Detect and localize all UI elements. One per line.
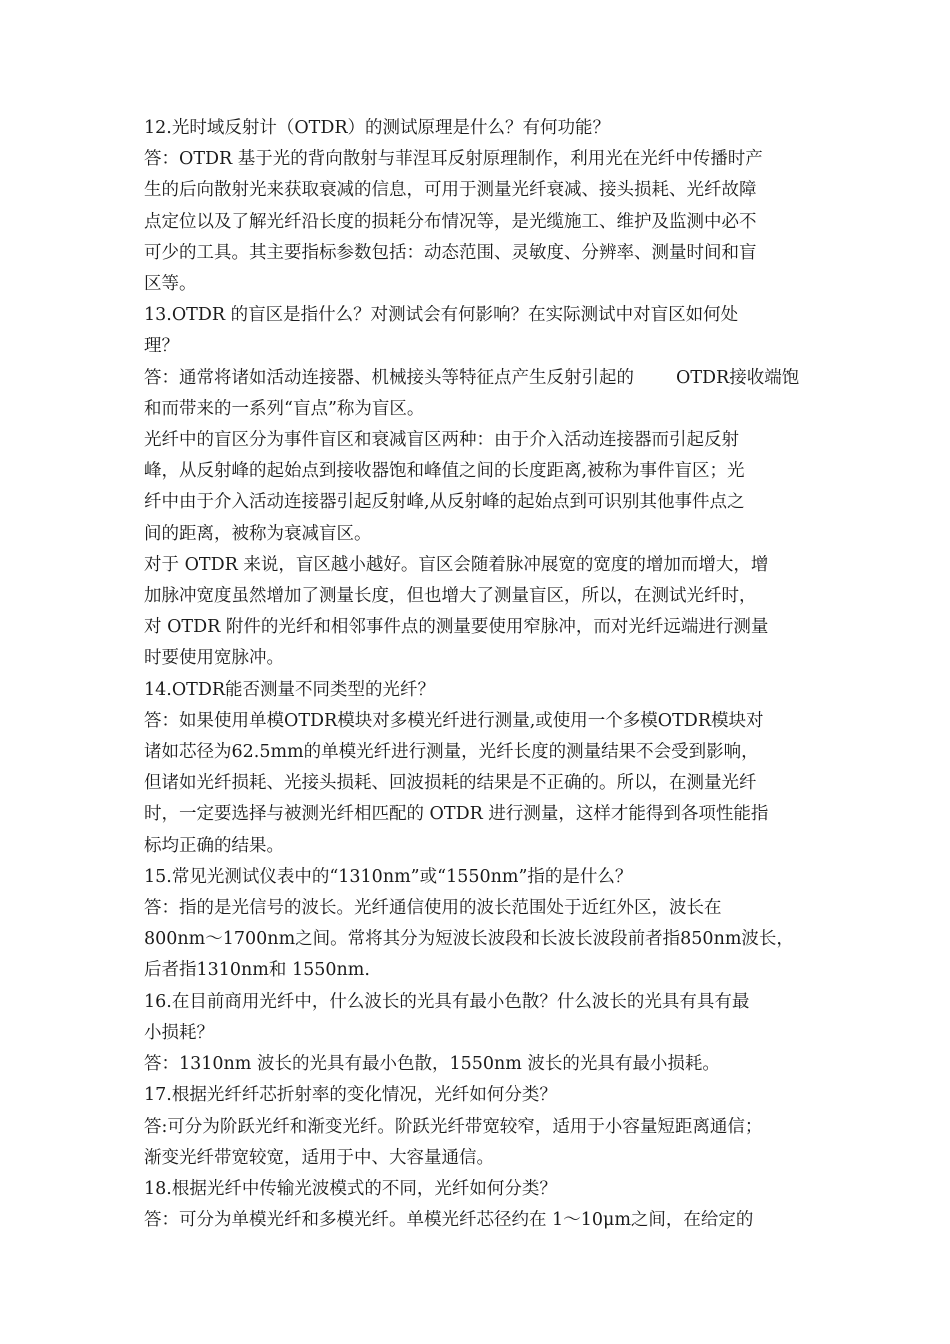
text-line-content: 和而带来的一系列“盲点”称为盲区。 bbox=[144, 398, 425, 419]
text-line bbox=[144, 955, 824, 986]
text-line-content: 答：通常将诸如活动连接器、机械接头等特征点产生反射引起的 bbox=[144, 367, 634, 388]
text-line-content: 13.OTDR 的盲区是指什么？对测试会有何影响？在实际测试中对盲区如何处 bbox=[144, 305, 739, 326]
text-line-content: 标均正确的结果。 bbox=[144, 835, 284, 856]
text-line-content: 12.光时域反射计（OTDR）的测试原理是什么？有何功能？ bbox=[144, 118, 611, 138]
text-line-content: 点定位以及了解光纤沿长度的损耗分布情况等，是光缆施工、维护及监测中必不 bbox=[144, 211, 757, 232]
text-line bbox=[144, 175, 824, 206]
text-line bbox=[144, 550, 824, 581]
text-line-content: 诸如芯径为62.5mm的单模光纤进行测量，光纤长度的测量结果不会受到影响， bbox=[144, 742, 759, 763]
text-line bbox=[144, 331, 824, 362]
text-line bbox=[144, 643, 824, 674]
text-line-content: 时，一定要选择与被测光纤相匹配的 OTDR 进行测量，这样才能得到各项性能指 bbox=[144, 804, 769, 825]
text-line bbox=[144, 1112, 824, 1143]
text-line bbox=[144, 768, 824, 799]
text-line bbox=[144, 706, 824, 737]
text-line bbox=[144, 394, 824, 425]
text-line-content: 间的距离，被称为衰减盲区。 bbox=[144, 523, 372, 544]
text-line bbox=[144, 487, 824, 518]
text-line-content: 峰，从反射峰的起始点到接收器饱和峰值之间的长度距离,被称为事件盲区；光 bbox=[144, 461, 745, 482]
text-line bbox=[144, 1018, 824, 1049]
text-line bbox=[144, 1143, 824, 1174]
text-line-content: 渐变光纤带宽较宽，适用于中、大容量通信。 bbox=[144, 1147, 494, 1168]
text-line bbox=[144, 300, 824, 331]
text-line bbox=[144, 987, 824, 1018]
text-line bbox=[144, 893, 824, 924]
text-line bbox=[144, 862, 824, 893]
text-line-content: 加脉冲宽度虽然增加了测量长度，但也增大了测量盲区，所以，在测试光纤时， bbox=[144, 586, 757, 607]
text-line bbox=[144, 799, 824, 830]
text-line bbox=[144, 425, 824, 456]
text-line-content: 时要使用宽脉冲。 bbox=[144, 648, 284, 669]
text-line-content: 光纤中的盲区分为事件盲区和衰减盲区两种：由于介入活动连接器而引起反射 bbox=[144, 430, 739, 451]
text-line bbox=[144, 924, 824, 955]
text-line-content: 14.OTDR能否测量不同类型的光纤？ bbox=[144, 679, 436, 700]
text-line bbox=[144, 519, 824, 550]
text-line bbox=[144, 456, 824, 487]
text-line-content: 对 OTDR 附件的光纤和相邻事件点的测量要使用窄脉冲，而对光纤远端进行测量 bbox=[144, 617, 769, 638]
text-line bbox=[144, 1205, 824, 1236]
text-line-content: 生的后向散射光来获取衰减的信息，可用于测量光纤衰减、接头损耗、光纤故障 bbox=[144, 180, 757, 201]
text-line-content: 18.根据光纤中传输光波模式的不同，光纤如何分类？ bbox=[144, 1178, 557, 1199]
text-line-content: 纤中由于介入活动连接器引起反射峰,从反射峰的起始点到可识别其他事件点之 bbox=[144, 492, 745, 513]
text-line bbox=[144, 831, 824, 862]
text-line-content: 答：1310nm 波长的光具有最小色散，1550nm 波长的光具有最小损耗。 bbox=[144, 1054, 720, 1075]
text-line bbox=[144, 737, 824, 768]
overlapping-text: OTDR接收端饱 bbox=[676, 367, 800, 388]
text-line-content: 小损耗？ bbox=[144, 1022, 214, 1043]
text-line-content: 16.在目前商用光纤中，什么波长的光具有最小色散？什么波长的光具有具有最 bbox=[144, 991, 750, 1012]
text-line-content: 后者指1310nm和 1550nm. bbox=[144, 960, 370, 981]
text-line bbox=[144, 113, 824, 144]
text-line-content: 答：可分为单模光纤和多模光纤。单模光纤芯径约在 1～10μm之间，在给定的 bbox=[144, 1210, 754, 1231]
text-line-content: 可少的工具。其主要指标参数包括：动态范围、灵敏度、分辨率、测量时间和盲 bbox=[144, 242, 757, 263]
text-line-content: 区等。 bbox=[144, 274, 197, 295]
text-line bbox=[144, 144, 824, 175]
text-line-content: 但诸如光纤损耗、光接头损耗、回波损耗的结果是不正确的。所以，在测量光纤 bbox=[144, 773, 757, 794]
text-line-content: 对于 OTDR 来说，盲区越小越好。盲区会随着脉冲展宽的宽度的增加而增大，增 bbox=[144, 554, 769, 575]
text-line bbox=[144, 1049, 824, 1080]
text-line bbox=[144, 612, 824, 643]
text-line bbox=[144, 581, 824, 612]
text-line bbox=[144, 207, 824, 238]
text-line bbox=[144, 1174, 824, 1205]
text-line-content: 理？ bbox=[144, 336, 179, 357]
text-line-content: 答：指的是光信号的波长。光纤通信使用的波长范围处于近红外区，波长在 bbox=[144, 898, 722, 919]
text-line bbox=[144, 363, 824, 394]
text-line-content: 答:可分为阶跃光纤和渐变光纤。阶跃光纤带宽较窄，适用于小容量短距离通信； bbox=[144, 1116, 763, 1137]
text-line bbox=[144, 1080, 824, 1111]
text-line bbox=[144, 675, 824, 706]
text-line-content: 17.根据光纤纤芯折射率的变化情况，光纤如何分类？ bbox=[144, 1085, 557, 1106]
text-line-content: 800nm～1700nm之间。常将其分为短波长波段和长波长波段前者指850nm波长， bbox=[144, 929, 794, 950]
text-line-content: 答：如果使用单模OTDR模块对多模光纤进行测量,或使用一个多模OTDR模块对 bbox=[144, 710, 764, 731]
text-line-content: 15.常见光测试仪表中的“1310nm”或“1550nm”指的是什么？ bbox=[144, 866, 633, 887]
document-body bbox=[144, 113, 824, 1236]
text-line bbox=[144, 238, 824, 269]
text-line bbox=[144, 269, 824, 300]
text-line-content: 答：OTDR 基于光的背向散射与菲涅耳反射原理制作，利用光在光纤中传播时产 bbox=[144, 149, 763, 170]
